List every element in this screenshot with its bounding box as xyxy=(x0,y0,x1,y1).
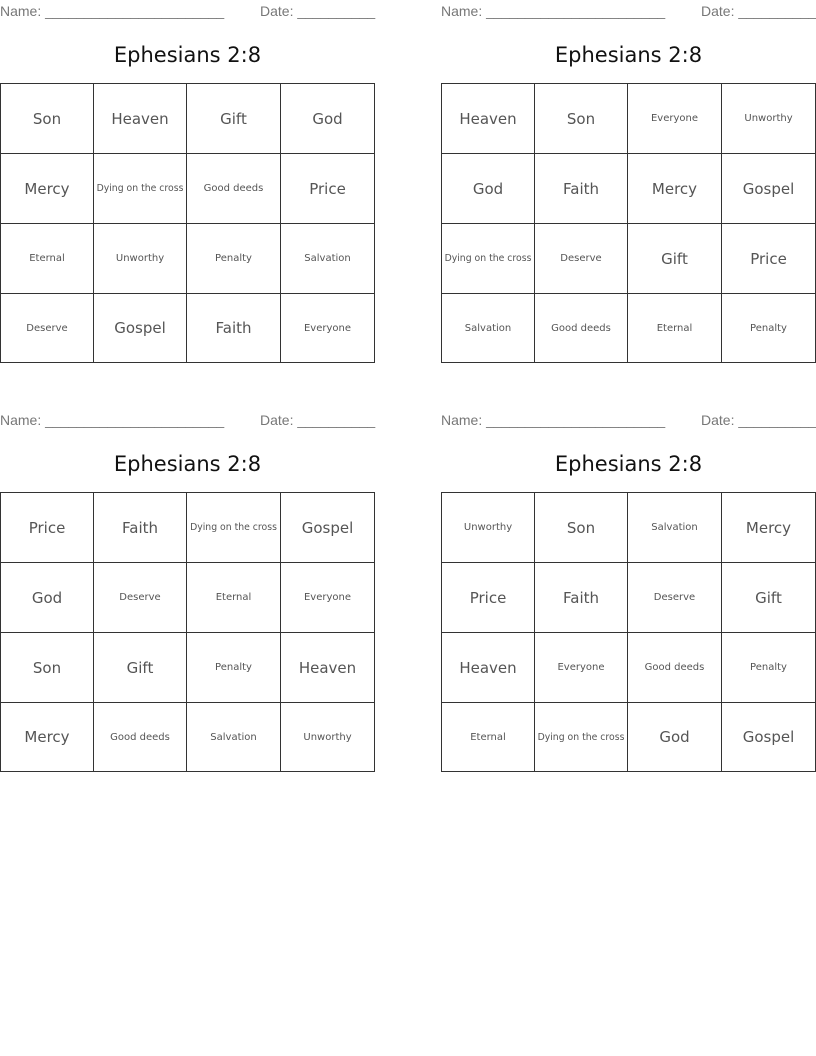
bingo-cell: Salvation xyxy=(628,493,722,563)
bingo-cell: Penalty xyxy=(722,294,816,363)
bingo-cell: Son xyxy=(1,633,94,703)
bingo-cell: Faith xyxy=(187,294,281,363)
bingo-cell: Salvation xyxy=(281,224,375,294)
name-field: Name: _______________________ xyxy=(0,412,225,428)
bingo-cell: Deserve xyxy=(94,563,187,633)
bingo-card-3 xyxy=(0,409,376,746)
bingo-cell: Salvation xyxy=(187,703,281,772)
bingo-cell: Gift xyxy=(94,633,187,703)
bingo-cell: Mercy xyxy=(628,154,722,224)
bingo-cell: God xyxy=(281,84,375,154)
bingo-grid xyxy=(0,83,375,363)
bingo-cell: Penalty xyxy=(722,633,816,703)
card-title: Ephesians 2:8 xyxy=(554,43,703,67)
name-field: Name: _______________________ xyxy=(441,412,666,428)
bingo-cell: Unworthy xyxy=(281,703,375,772)
bingo-cell: Price xyxy=(281,154,375,224)
bingo-cell: Unworthy xyxy=(94,224,187,294)
bingo-cell: Heaven xyxy=(94,84,187,154)
card-header xyxy=(0,412,375,428)
bingo-cell: Dying on the cross xyxy=(187,493,281,563)
name-field: Name: _______________________ xyxy=(0,3,225,19)
date-field: Date: __________ xyxy=(701,412,816,428)
card-title: Ephesians 2:8 xyxy=(113,43,262,67)
bingo-cell: Faith xyxy=(94,493,187,563)
bingo-cell: Penalty xyxy=(187,224,281,294)
bingo-cell: Everyone xyxy=(628,84,722,154)
card-header xyxy=(441,3,816,19)
bingo-cell: Heaven xyxy=(442,84,535,154)
bingo-card-2 xyxy=(441,0,816,334)
bingo-cell: Penalty xyxy=(187,633,281,703)
bingo-cell: Everyone xyxy=(281,563,375,633)
bingo-cell: Dying on the cross xyxy=(442,224,535,294)
bingo-cell: Eternal xyxy=(187,563,281,633)
bingo-cell: Gospel xyxy=(94,294,187,363)
bingo-cell: God xyxy=(442,154,535,224)
bingo-cell: Mercy xyxy=(1,154,94,224)
card-title: Ephesians 2:8 xyxy=(554,452,703,476)
bingo-cell: Gospel xyxy=(722,154,816,224)
bingo-cell: Good deeds xyxy=(94,703,187,772)
bingo-cell: Price xyxy=(442,563,535,633)
bingo-cell: Dying on the cross xyxy=(535,703,628,772)
bingo-cell: Deserve xyxy=(628,563,722,633)
bingo-cell: Gift xyxy=(722,563,816,633)
bingo-grid xyxy=(0,492,375,772)
date-field: Date: __________ xyxy=(260,3,376,19)
date-field: Date: __________ xyxy=(260,412,376,428)
bingo-cell: Son xyxy=(535,84,628,154)
bingo-cell: Mercy xyxy=(722,493,816,563)
bingo-cell: Eternal xyxy=(1,224,94,294)
bingo-cell: Gift xyxy=(187,84,281,154)
bingo-cell: Good deeds xyxy=(628,633,722,703)
bingo-cell: Unworthy xyxy=(442,493,535,563)
bingo-cell: Good deeds xyxy=(535,294,628,363)
name-field: Name: _______________________ xyxy=(441,3,666,19)
bingo-grid xyxy=(441,83,816,363)
date-field: Date: __________ xyxy=(701,3,816,19)
bingo-cell: Deserve xyxy=(535,224,628,294)
bingo-cell: Faith xyxy=(535,563,628,633)
bingo-cell: God xyxy=(1,563,94,633)
bingo-cell: Eternal xyxy=(442,703,535,772)
bingo-card-4 xyxy=(441,409,816,746)
bingo-cell: Gospel xyxy=(281,493,375,563)
bingo-cell: Eternal xyxy=(628,294,722,363)
card-header xyxy=(0,3,375,19)
bingo-cell: Mercy xyxy=(1,703,94,772)
bingo-cell: Everyone xyxy=(281,294,375,363)
bingo-cell: Deserve xyxy=(1,294,94,363)
bingo-cell: Heaven xyxy=(281,633,375,703)
bingo-cell: Everyone xyxy=(535,633,628,703)
bingo-cell: Salvation xyxy=(442,294,535,363)
bingo-cell: Heaven xyxy=(442,633,535,703)
bingo-grid xyxy=(441,492,816,772)
bingo-cell: Gospel xyxy=(722,703,816,772)
card-title: Ephesians 2:8 xyxy=(113,452,262,476)
bingo-card-1 xyxy=(0,0,376,337)
bingo-cell: Unworthy xyxy=(722,84,816,154)
bingo-cell: Gift xyxy=(628,224,722,294)
card-header xyxy=(441,412,816,428)
bingo-cell: Faith xyxy=(535,154,628,224)
bingo-cell: Good deeds xyxy=(187,154,281,224)
bingo-cell: Son xyxy=(1,84,94,154)
bingo-cell: Son xyxy=(535,493,628,563)
bingo-cell: God xyxy=(628,703,722,772)
bingo-cell: Dying on the cross xyxy=(94,154,187,224)
bingo-cell: Price xyxy=(722,224,816,294)
bingo-cell: Price xyxy=(1,493,94,563)
